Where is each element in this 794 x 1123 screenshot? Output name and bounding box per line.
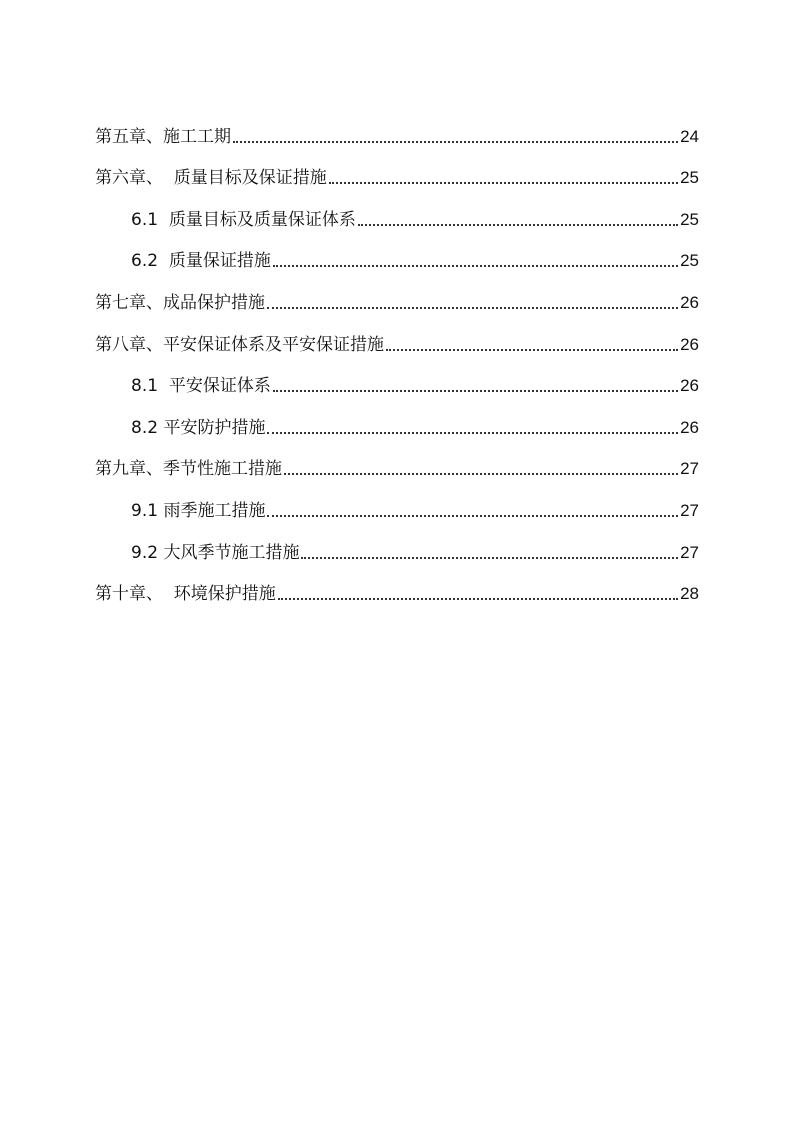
toc-entry-page: 27	[680, 542, 699, 562]
toc-entry-page: 26	[680, 334, 699, 354]
toc-entry[interactable]	[95, 230, 699, 272]
dot-leader	[284, 472, 678, 475]
dot-leader	[358, 223, 678, 226]
toc-entry-page: 26	[680, 417, 699, 437]
toc-entry-title: 第九章、季节性施工措施	[95, 459, 282, 480]
toc-entry[interactable]	[95, 355, 699, 397]
dot-leader	[233, 140, 678, 143]
toc-entry[interactable]	[95, 438, 699, 480]
toc-entry-title: 6.1 质量目标及质量保证体系	[131, 209, 356, 230]
toc-entry-page: 25	[680, 168, 699, 188]
toc-entry-page: 27	[680, 459, 699, 479]
dot-leader	[267, 306, 678, 309]
toc-entry[interactable]	[95, 521, 699, 563]
toc-entry[interactable]	[95, 563, 699, 605]
toc-entry-title: 第五章、施工工期	[95, 126, 231, 147]
dot-leader	[301, 556, 678, 559]
toc-entry-page: 26	[680, 292, 699, 312]
toc-entry-title: 8.1 平安保证体系	[131, 376, 271, 397]
toc-entry-page: 27	[680, 500, 699, 520]
toc-entry-page: 28	[680, 584, 699, 604]
toc-entry-title: 第六章、 质量目标及保证措施	[95, 168, 327, 189]
toc-entry[interactable]	[95, 105, 699, 147]
toc-entry-title: 9.2 大风季节施工措施	[131, 542, 300, 563]
dot-leader	[329, 181, 678, 184]
dot-leader	[386, 348, 678, 351]
dot-leader	[273, 389, 678, 392]
dot-leader	[267, 431, 678, 434]
toc-entry-title: 9.1 雨季施工措施	[131, 500, 266, 521]
toc-entry-title: 第十章、 环境保护措施	[95, 584, 276, 605]
toc-entry[interactable]	[95, 479, 699, 521]
toc-entry-page: 24	[680, 126, 699, 146]
dot-leader	[267, 514, 678, 517]
toc-entry-title: 第八章、平安保证体系及平安保证措施	[95, 334, 384, 355]
dot-leader	[273, 264, 678, 267]
dot-leader	[278, 597, 678, 600]
toc-entry-page: 26	[680, 376, 699, 396]
toc-entry[interactable]	[95, 396, 699, 438]
toc-entry[interactable]	[95, 271, 699, 313]
toc-entry-title: 8.2 平安防护措施	[131, 417, 266, 438]
toc-entry[interactable]	[95, 147, 699, 189]
toc-entry-title: 6.2 质量保证措施	[131, 251, 271, 272]
toc-entry-page: 25	[680, 251, 699, 271]
toc-entry-page: 25	[680, 209, 699, 229]
toc-entry[interactable]	[95, 313, 699, 355]
toc-entry-title: 第七章、成品保护措施	[95, 292, 265, 313]
table-of-contents	[95, 105, 699, 604]
toc-entry[interactable]	[95, 188, 699, 230]
